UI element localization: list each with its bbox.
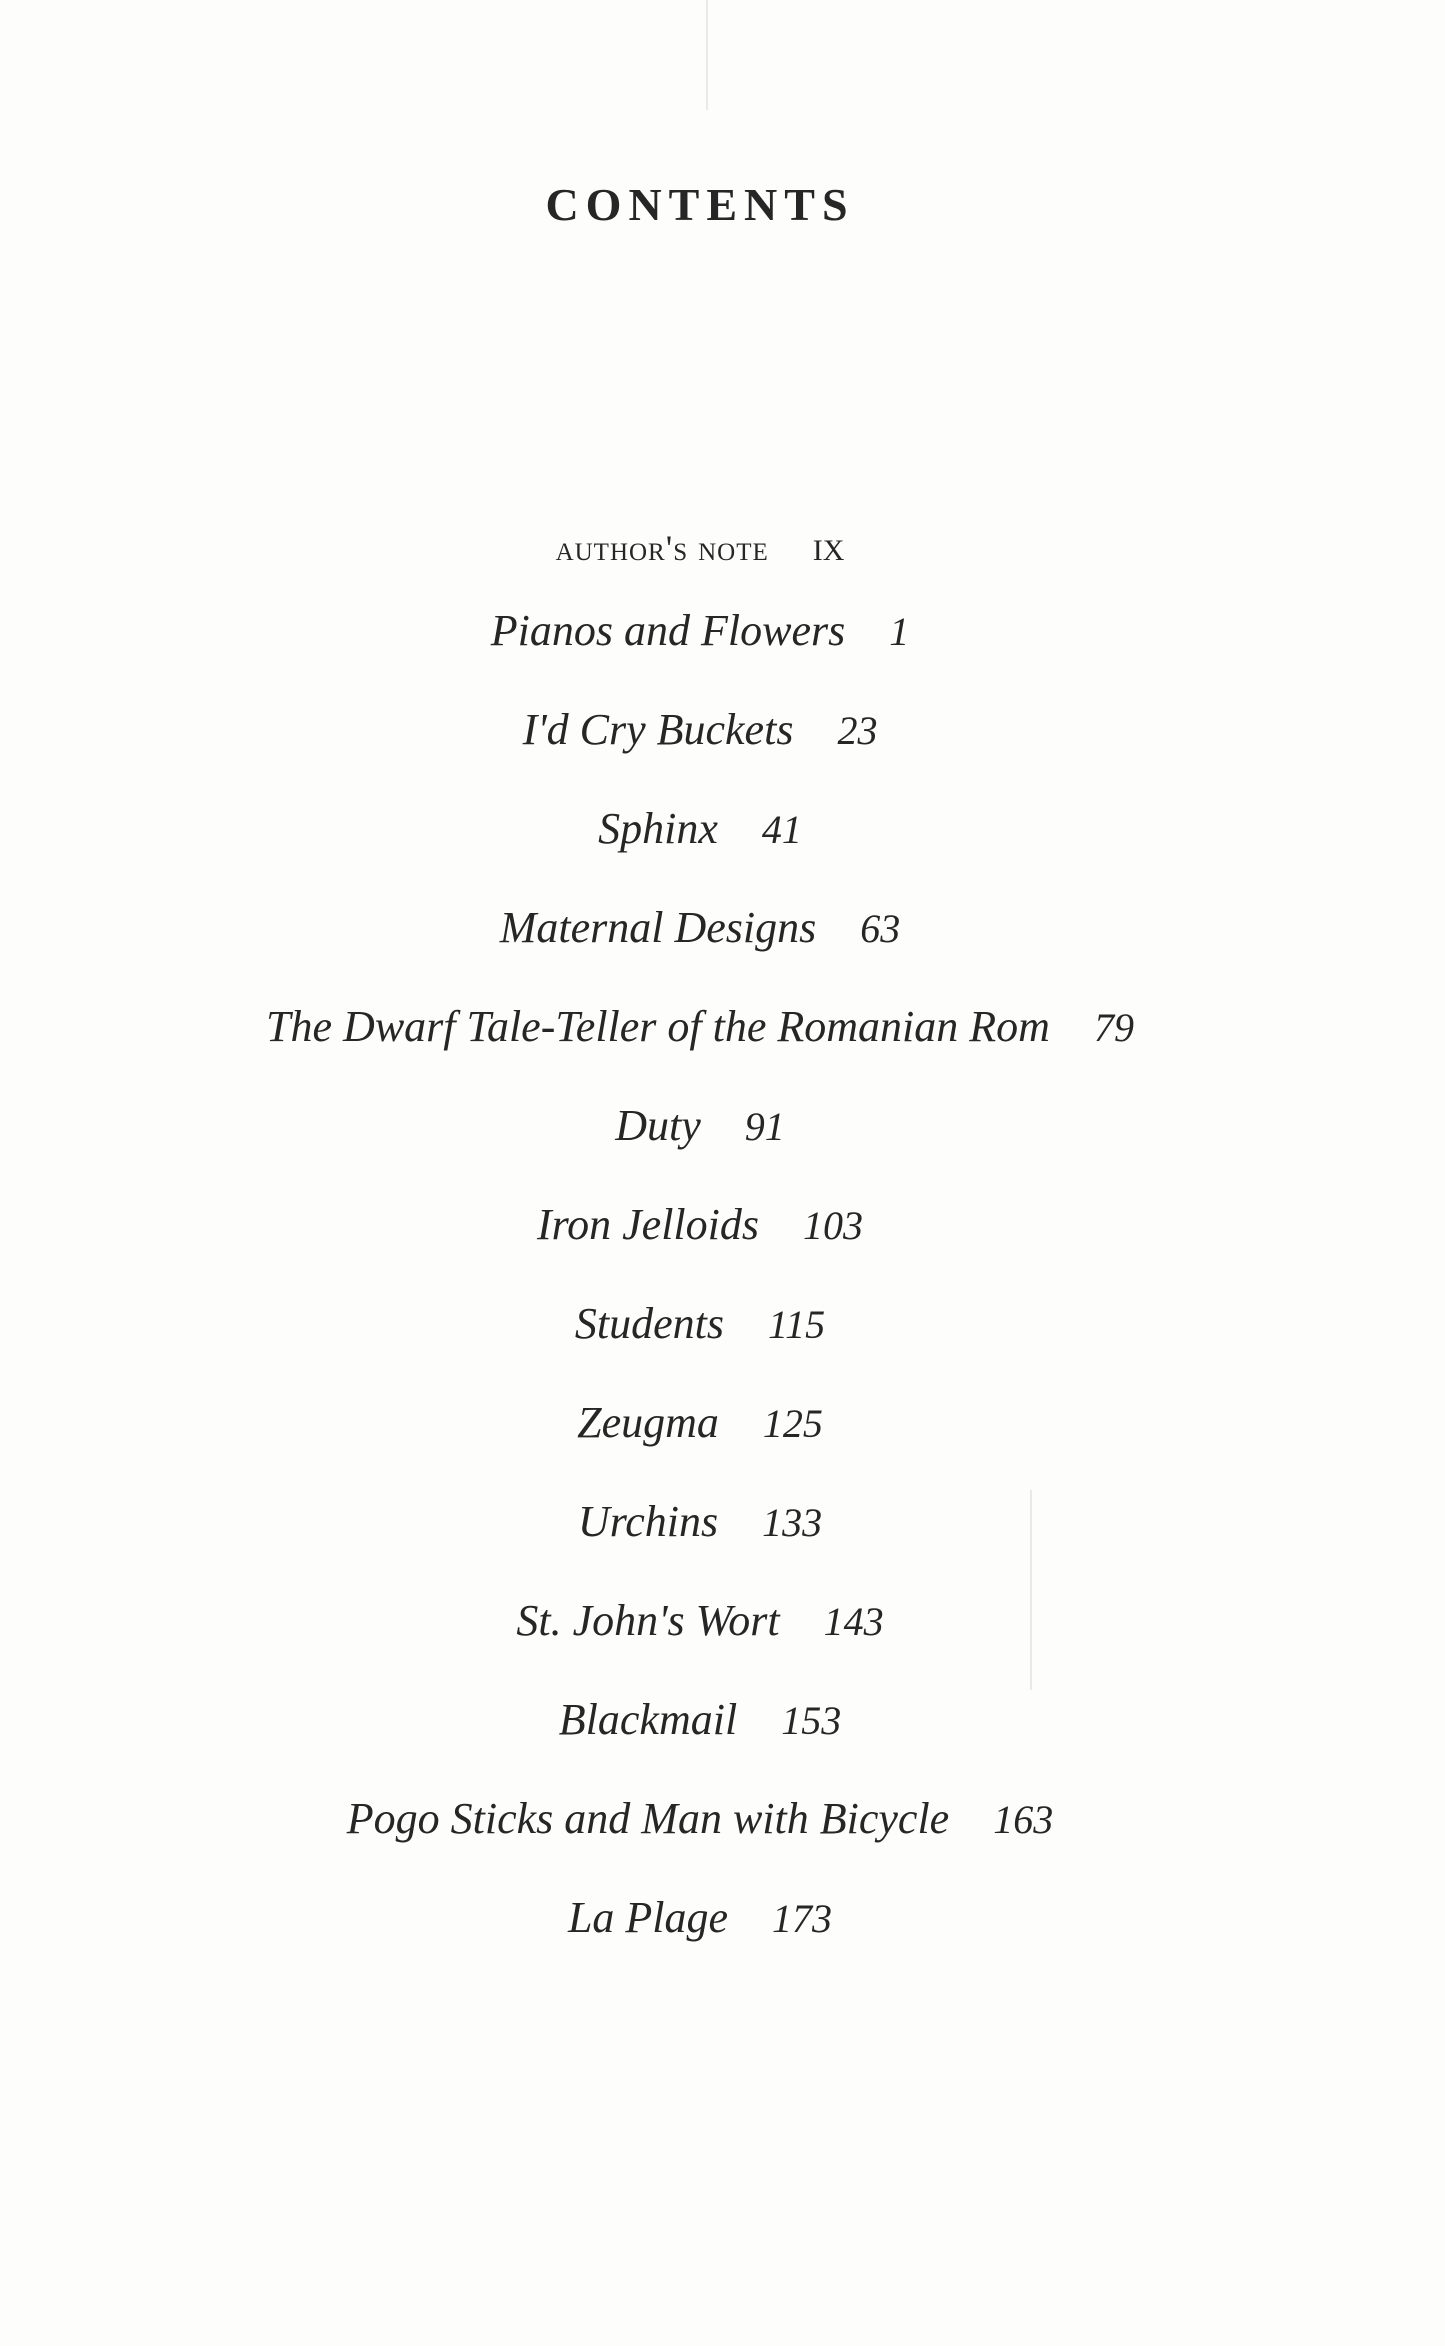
table-of-contents — [0, 515, 1400, 1967]
toc-entry-page: 91 — [744, 1104, 785, 1149]
toc-entry[interactable] — [0, 581, 1400, 680]
toc-entry-title: Iron Jelloids — [537, 1200, 759, 1249]
toc-entry[interactable] — [0, 1769, 1400, 1868]
toc-entry-title: The Dwarf Tale-Teller of the Romanian Rom — [266, 1002, 1050, 1051]
toc-entry-title: St. John's Wort — [516, 1596, 780, 1645]
toc-entry-title: Blackmail — [558, 1695, 738, 1744]
toc-entry-title: Maternal Designs — [499, 903, 817, 952]
toc-entry-title: I'd Cry Buckets — [522, 705, 794, 754]
toc-entry[interactable] — [0, 977, 1400, 1076]
toc-entry[interactable] — [0, 1571, 1400, 1670]
toc-entry[interactable] — [0, 1274, 1400, 1373]
toc-entry[interactable] — [0, 878, 1400, 977]
toc-entry[interactable] — [0, 515, 1400, 581]
toc-entry-page: 63 — [860, 906, 901, 951]
toc-entry-page: 133 — [762, 1500, 823, 1545]
toc-entry-page: 23 — [837, 708, 878, 753]
toc-entry-title: Pogo Sticks and Man with Bicycle — [346, 1794, 950, 1843]
scan-artifact — [706, 0, 708, 110]
toc-entry[interactable] — [0, 680, 1400, 779]
toc-entry-page: 173 — [772, 1896, 833, 1941]
toc-entry[interactable] — [0, 1373, 1400, 1472]
toc-entry-page: 41 — [761, 807, 802, 852]
toc-entry-page: 143 — [823, 1599, 884, 1644]
toc-entry-page: 79 — [1093, 1005, 1134, 1050]
toc-entry-title: Duty — [615, 1101, 701, 1150]
toc-entry-page: 153 — [781, 1698, 842, 1743]
toc-entry-page: 115 — [768, 1302, 826, 1347]
toc-entry-page: 125 — [762, 1401, 823, 1446]
toc-entry-page: 163 — [993, 1797, 1054, 1842]
toc-entry-title: Sphinx — [598, 804, 718, 853]
toc-entry[interactable] — [0, 1868, 1400, 1967]
toc-entry-title: author's note — [555, 528, 769, 568]
toc-entry-page: 103 — [803, 1203, 863, 1248]
toc-entry-title: Urchins — [577, 1497, 719, 1546]
toc-entry[interactable] — [0, 1175, 1400, 1274]
toc-entry[interactable] — [0, 1670, 1400, 1769]
toc-entry-page: IX — [812, 534, 845, 567]
toc-entry-title: Zeugma — [577, 1398, 719, 1447]
toc-entry-page: 1 — [889, 609, 910, 654]
toc-entry[interactable] — [0, 1472, 1400, 1571]
toc-entry-title: La Plage — [567, 1893, 729, 1942]
toc-entry-title: Pianos and Flowers — [490, 606, 846, 655]
page-title: CONTENTS — [545, 179, 855, 230]
toc-entry-title: Students — [574, 1299, 725, 1348]
toc-entry[interactable] — [0, 1076, 1400, 1175]
toc-entry[interactable] — [0, 779, 1400, 878]
